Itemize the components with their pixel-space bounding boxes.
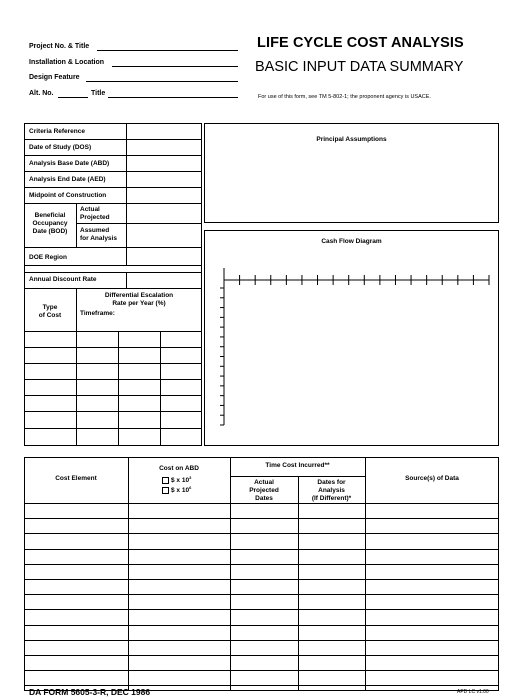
installation-field[interactable]	[112, 66, 238, 67]
time-cost-incurred-header: Time Cost Incurred**	[265, 462, 330, 469]
actual-projected-dates-header: Actual Projected Dates	[249, 479, 279, 502]
actual-projected-label: Actual Projected	[80, 206, 110, 221]
table-cell[interactable]	[129, 641, 229, 654]
table-cell[interactable]	[231, 565, 297, 578]
sources-of-data-header: Source(s) of Data	[405, 475, 459, 482]
title-label: Title	[91, 90, 106, 97]
discount-rate-label: Annual Discount Rate	[29, 276, 97, 283]
table-cell[interactable]	[299, 610, 364, 623]
version-label: APD LC v1.00	[457, 689, 489, 695]
table-cell[interactable]	[25, 565, 127, 578]
table-cell[interactable]	[25, 626, 127, 639]
installation-label: Installation & Location	[29, 59, 105, 66]
table-cell[interactable]	[231, 580, 297, 593]
table-cell[interactable]	[25, 595, 127, 608]
table-cell[interactable]	[299, 519, 364, 532]
table-cell[interactable]	[366, 626, 498, 639]
table-cell[interactable]	[231, 671, 297, 684]
table-cell[interactable]	[299, 656, 364, 669]
analysis-base-date-label: Analysis Base Date (ABD)	[29, 160, 110, 167]
table-cell[interactable]	[231, 550, 297, 563]
table-cell[interactable]	[299, 595, 364, 608]
cash-flow-diagram-label: Cash Flow Diagram	[321, 238, 382, 245]
principal-assumptions-label: Principal Assumptions	[316, 136, 387, 143]
table-cell[interactable]	[366, 534, 498, 547]
title-field[interactable]	[108, 97, 238, 98]
project-label: Project No. & Title	[29, 43, 90, 50]
table-cell[interactable]	[129, 610, 229, 623]
table-cell[interactable]	[231, 626, 297, 639]
bod-label: Beneficial Occupancy Date (BOD)	[32, 212, 68, 235]
table-cell[interactable]	[366, 610, 498, 623]
form-number: DA FORM 5605-3-R, DEC 1986	[29, 687, 151, 697]
table-cell[interactable]	[25, 656, 127, 669]
table-cell[interactable]	[25, 610, 127, 623]
table-cell[interactable]	[299, 534, 364, 547]
table-cell[interactable]	[129, 565, 229, 578]
cost-element-header: Cost Element	[55, 475, 97, 482]
table-cell[interactable]	[129, 534, 229, 547]
table-cell[interactable]	[129, 595, 229, 608]
table-cell[interactable]	[366, 550, 498, 563]
table-cell[interactable]	[129, 550, 229, 563]
table-cell[interactable]	[231, 595, 297, 608]
table-cell[interactable]	[366, 641, 498, 654]
doe-region-label: DOE Region	[29, 254, 67, 261]
table-cell[interactable]	[231, 656, 297, 669]
unit-thousands-option[interactable]: $ x $10^3$	[162, 474, 191, 485]
usage-note: For use of this form, see TM 5-802-1; the proponent agency is USACE.	[258, 94, 431, 100]
design-feature-label: Design Feature	[29, 74, 80, 81]
table-cell[interactable]	[299, 626, 364, 639]
type-of-cost-label: Type of Cost	[38, 304, 62, 319]
table-cell[interactable]	[25, 519, 127, 532]
checkbox-millions[interactable]	[162, 487, 169, 494]
table-cell[interactable]	[299, 504, 364, 517]
table-cell[interactable]	[299, 565, 364, 578]
table-cell[interactable]	[366, 519, 498, 532]
table-cell[interactable]	[366, 580, 498, 593]
table-cell[interactable]	[129, 519, 229, 532]
timeframe-label: Timeframe:	[80, 310, 115, 317]
table-cell[interactable]	[129, 626, 229, 639]
table-cell[interactable]	[366, 656, 498, 669]
unit-millions-option[interactable]: $ x $10^6$	[162, 484, 191, 495]
design-feature-field[interactable]	[86, 81, 238, 82]
analysis-end-date-label: Analysis End Date (AED)	[29, 176, 106, 183]
table-cell[interactable]	[231, 610, 297, 623]
escalation-label: Differential Escalation Rate per Year (%)	[104, 292, 174, 307]
assumed-label: Assumed for Analysis	[80, 227, 117, 242]
table-cell[interactable]	[231, 534, 297, 547]
table-cell[interactable]	[366, 565, 498, 578]
criteria-reference-label: Criteria Reference	[29, 128, 85, 135]
cash-flow-axes	[204, 230, 499, 446]
table-cell[interactable]	[129, 504, 229, 517]
date-of-study-label: Date of Study (DOS)	[29, 144, 92, 151]
table-cell[interactable]	[231, 519, 297, 532]
midpoint-construction-label: Midpoint of Construction	[29, 192, 107, 199]
table-cell[interactable]	[129, 656, 229, 669]
table-cell[interactable]	[25, 641, 127, 654]
dates-for-analysis-header: Dates for Analysis (If Different)*	[311, 479, 352, 502]
table-cell[interactable]	[25, 504, 127, 517]
cost-on-abd-header: Cost on ABD	[159, 465, 199, 472]
checkbox-thousands[interactable]	[162, 477, 169, 484]
table-cell[interactable]	[299, 641, 364, 654]
table-cell[interactable]	[25, 550, 127, 563]
table-cell[interactable]	[366, 595, 498, 608]
table-cell[interactable]	[129, 580, 229, 593]
project-field[interactable]	[97, 50, 238, 51]
table-cell[interactable]	[231, 504, 297, 517]
table-cell[interactable]	[129, 671, 229, 684]
alt-no-label: Alt. No.	[29, 90, 54, 97]
form-title: LIFE CYCLE COST ANALYSIS	[257, 35, 464, 51]
table-cell[interactable]	[299, 671, 364, 684]
table-cell[interactable]	[366, 671, 498, 684]
table-cell[interactable]	[299, 550, 364, 563]
alt-no-field[interactable]	[58, 97, 88, 98]
table-cell[interactable]	[231, 641, 297, 654]
table-cell[interactable]	[25, 534, 127, 547]
table-cell[interactable]	[25, 671, 127, 684]
form-subtitle: BASIC INPUT DATA SUMMARY	[255, 59, 464, 75]
table-cell[interactable]	[25, 580, 127, 593]
table-cell[interactable]	[299, 580, 364, 593]
table-cell[interactable]	[366, 504, 498, 517]
